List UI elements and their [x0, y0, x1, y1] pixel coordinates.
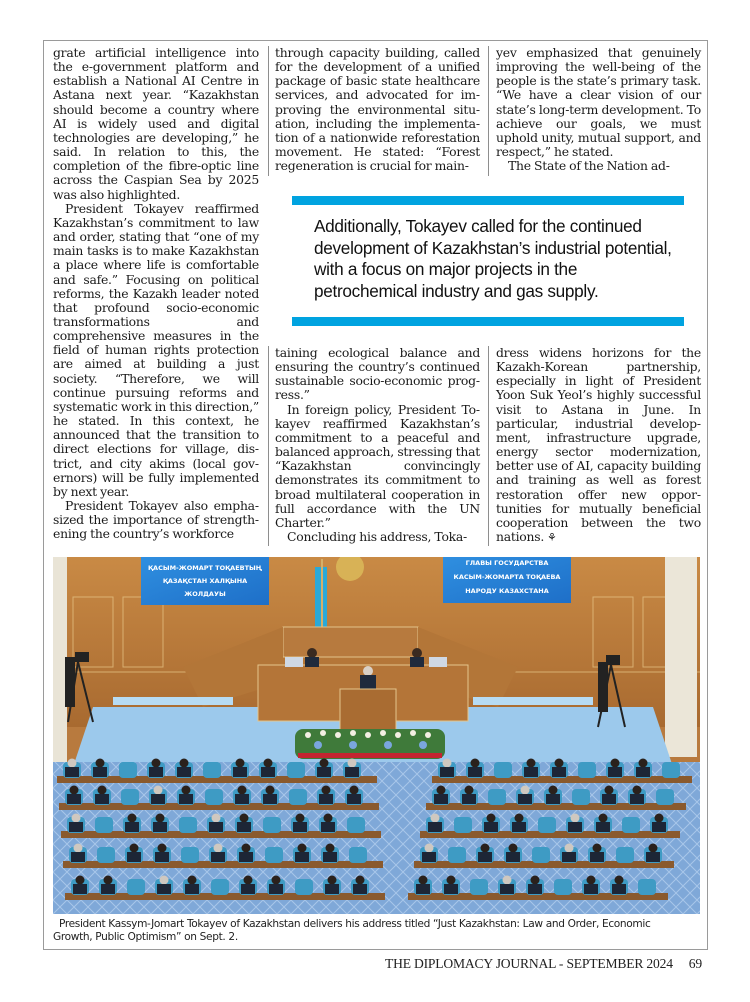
delegate	[74, 844, 83, 853]
delegate	[128, 814, 137, 823]
delegate	[348, 759, 357, 768]
delegate	[70, 786, 79, 795]
chair	[127, 879, 145, 895]
delegate	[487, 814, 496, 823]
chair	[181, 847, 199, 863]
column-divider	[488, 46, 489, 176]
pull-quote	[292, 196, 684, 328]
delegate	[565, 844, 574, 853]
paragraph	[496, 346, 701, 545]
delegate	[298, 844, 307, 853]
paragraph: In foreign policy, President Tokayev reaffirmed Kazakhstan’s commitment to a peaceful and balanced approach, stressing that “Kazakhstan convincingly demonstrates its commitment to broad multilateral cooperation in full accordance with the UN Charter.”	[275, 401, 480, 530]
chair	[494, 762, 512, 778]
chair	[638, 879, 656, 895]
chair	[119, 762, 137, 778]
article-column-3-top	[496, 46, 701, 173]
paragraph: taining ecological balance and ensuring the country’s continued sustainable socio-economic progress.”	[275, 345, 480, 403]
delegate	[587, 876, 596, 885]
paragraph: yev emphasized that genuinely improving the well-being of the people is the state’s primary task. “We have a clear vision of our state’s long-term development. To achieve our goals, we must uphold unity, mutual support, and respect,” he stated.	[496, 45, 701, 160]
chair	[532, 847, 550, 863]
screen-left-line: ЖОЛДАУЫ	[184, 590, 226, 598]
chair	[121, 789, 139, 805]
delegate	[615, 876, 624, 885]
delegate	[599, 814, 608, 823]
delegate	[639, 759, 648, 768]
chair	[203, 762, 221, 778]
paragraph: President Tokayev reaffirmed Kazakhstan’s commitment to law and order, stating that “one of my main tasks is to make Kazakhstan a place where life is comfortable and safe.” Focusing on political reforms, the Kazakh leader noted that profound socio-economic transformations and comprehensive measures in the field of human rights protection are aimed at building a just society. “Therefore, we will continue pursuing reforms and systematic work in this direction,” he stated. In this context, he announced that the transition to direct elections for village, district, and city akims (local governors) will be fully implemented by next year.	[53, 200, 259, 499]
delegate	[593, 844, 602, 853]
caption-line: President Kassym-Jomart Tokayev of Kazakhstan delivers his address titled “Just Kazakhstan: Law and Order, Economic	[59, 918, 651, 930]
delegate	[509, 844, 518, 853]
delegate	[152, 759, 161, 768]
delegate	[158, 844, 167, 853]
end-of-article-icon: ⚘	[547, 531, 557, 545]
delegate	[236, 759, 245, 768]
photo-caption	[53, 918, 703, 944]
delegate	[437, 786, 446, 795]
chair	[179, 817, 197, 833]
chair	[622, 817, 640, 833]
article-column-3-bottom	[496, 346, 701, 545]
delegate	[104, 876, 113, 885]
chair	[265, 847, 283, 863]
delegate	[571, 814, 580, 823]
delegate	[212, 814, 221, 823]
delegate	[324, 814, 333, 823]
delegate	[98, 786, 107, 795]
pillar	[53, 557, 67, 767]
column-divider	[268, 346, 269, 546]
chair	[349, 847, 367, 863]
screen-right-line: КАСЫМ-ЖОМАРТА ТОҚАЕВА	[453, 573, 561, 581]
delegate	[605, 786, 614, 795]
delegate	[611, 759, 620, 768]
chair	[662, 762, 680, 778]
delegate	[328, 876, 337, 885]
screen-right-line: ГЛАВЫ ГОСУДАРСТВА	[465, 559, 549, 567]
page-footer	[385, 956, 702, 972]
chair	[347, 817, 365, 833]
delegate	[180, 759, 189, 768]
page-number: 69	[688, 956, 702, 971]
delegate	[240, 814, 249, 823]
article-column-2-top	[275, 46, 480, 173]
delegate	[447, 876, 456, 885]
delegate	[154, 786, 163, 795]
delegate	[96, 759, 105, 768]
pull-quote-bottom-bar	[292, 317, 684, 326]
delegate	[72, 814, 81, 823]
pillar	[665, 557, 697, 757]
delegate	[419, 876, 428, 885]
article-column-2-bottom	[275, 346, 480, 544]
chair	[211, 879, 229, 895]
delegate	[188, 876, 197, 885]
chair	[287, 762, 305, 778]
chair	[97, 847, 115, 863]
caption-line: Growth, Public Optimism” on Sept. 2.	[53, 931, 238, 943]
paragraph: President Tokayev also emphasized the importance of strengthening the country’s workforce	[53, 498, 259, 542]
paragraph: through capacity building, called for the development of a unified package of basic state healthcare services, and advocated for improving the environmental situation, including the implementation of a nationwide reforestation movement. He stated: “Forest regeneration is crucial for main-	[275, 45, 480, 174]
parliament-photo-illustration	[53, 557, 700, 914]
delegate	[521, 786, 530, 795]
delegate	[214, 844, 223, 853]
chair	[616, 847, 634, 863]
chair	[454, 817, 472, 833]
delegate	[182, 786, 191, 795]
paragraph: grate artificial intelligence into the e-government platform and establish a National AI Centre in Astana next year. “Kazakhstan should become a country where AI is widely used and digital technologies are developing,” he said. In relation to this, the completion of the fibre-optic line across the Caspian Sea by 2025 was also highlighted.	[53, 45, 259, 202]
delegate	[471, 759, 480, 768]
delegate	[465, 786, 474, 795]
delegate	[503, 876, 512, 885]
chair	[656, 789, 674, 805]
delegate	[272, 876, 281, 885]
chair	[205, 789, 223, 805]
chair	[578, 762, 596, 778]
delegate	[431, 814, 440, 823]
article-photo	[53, 557, 700, 914]
delegate	[527, 759, 536, 768]
delegate	[238, 786, 247, 795]
delegate	[156, 814, 165, 823]
publication-title: THE DIPLOMACY JOURNAL - SEPTEMBER 2024	[384, 956, 673, 971]
chair	[295, 879, 313, 895]
delegate	[633, 786, 642, 795]
chair	[289, 789, 307, 805]
column-divider	[488, 346, 489, 546]
delegate	[68, 759, 77, 768]
delegate	[549, 786, 558, 795]
delegate	[320, 759, 329, 768]
chair	[554, 879, 572, 895]
delegate	[322, 786, 331, 795]
delegate	[130, 844, 139, 853]
delegate	[296, 814, 305, 823]
delegate	[515, 814, 524, 823]
article-column-1	[53, 46, 259, 541]
chair	[572, 789, 590, 805]
pull-quote-text: Additionally, Tokayev called for the continued development of Kazakhstan’s industrial potential, with a focus on major projects in the petrochemical industry and gas supply.	[314, 216, 672, 301]
chair	[95, 817, 113, 833]
delegate	[425, 844, 434, 853]
chair	[538, 817, 556, 833]
column-divider	[268, 46, 269, 176]
delegate	[266, 786, 275, 795]
screen-left-line: ҚАСЫМ-ЖОМАРТ ТОҚАЕВТЫҢ	[148, 564, 262, 572]
chair	[448, 847, 466, 863]
chair	[488, 789, 506, 805]
delegate	[555, 759, 564, 768]
delegate	[76, 876, 85, 885]
delegate	[649, 844, 658, 853]
chair	[263, 817, 281, 833]
delegate	[350, 786, 359, 795]
delegate	[264, 759, 273, 768]
screen-right-line: НАРОДУ КАЗАХСТАНА	[465, 587, 549, 595]
delegate	[356, 876, 365, 885]
delegate	[531, 876, 540, 885]
pull-quote-top-bar	[292, 196, 684, 205]
delegate	[326, 844, 335, 853]
paragraph: The State of the Nation ad-	[508, 158, 670, 174]
paragraph: Concluding his address, Toka-	[287, 529, 467, 545]
chair	[470, 879, 488, 895]
delegate	[443, 759, 452, 768]
paragraph-text: dress widens horizons for the Kazakh-Korean partnership, especially in light of President Yoon Suk Yeol’s highly successful visit to Astana in June. In particular, industrial development, infrastructure upgrade, energy sector modernization, better use of AI, capacity building and training as well as forest restoration offer new opportunities for mutually beneficial cooperation between the two nations.	[496, 345, 701, 545]
delegate	[655, 814, 664, 823]
screen-left-line: ҚАЗАҚСТАН ХАЛҚЫНА	[162, 577, 248, 585]
delegate	[242, 844, 251, 853]
delegate	[244, 876, 253, 885]
delegate	[481, 844, 490, 853]
delegate	[160, 876, 169, 885]
